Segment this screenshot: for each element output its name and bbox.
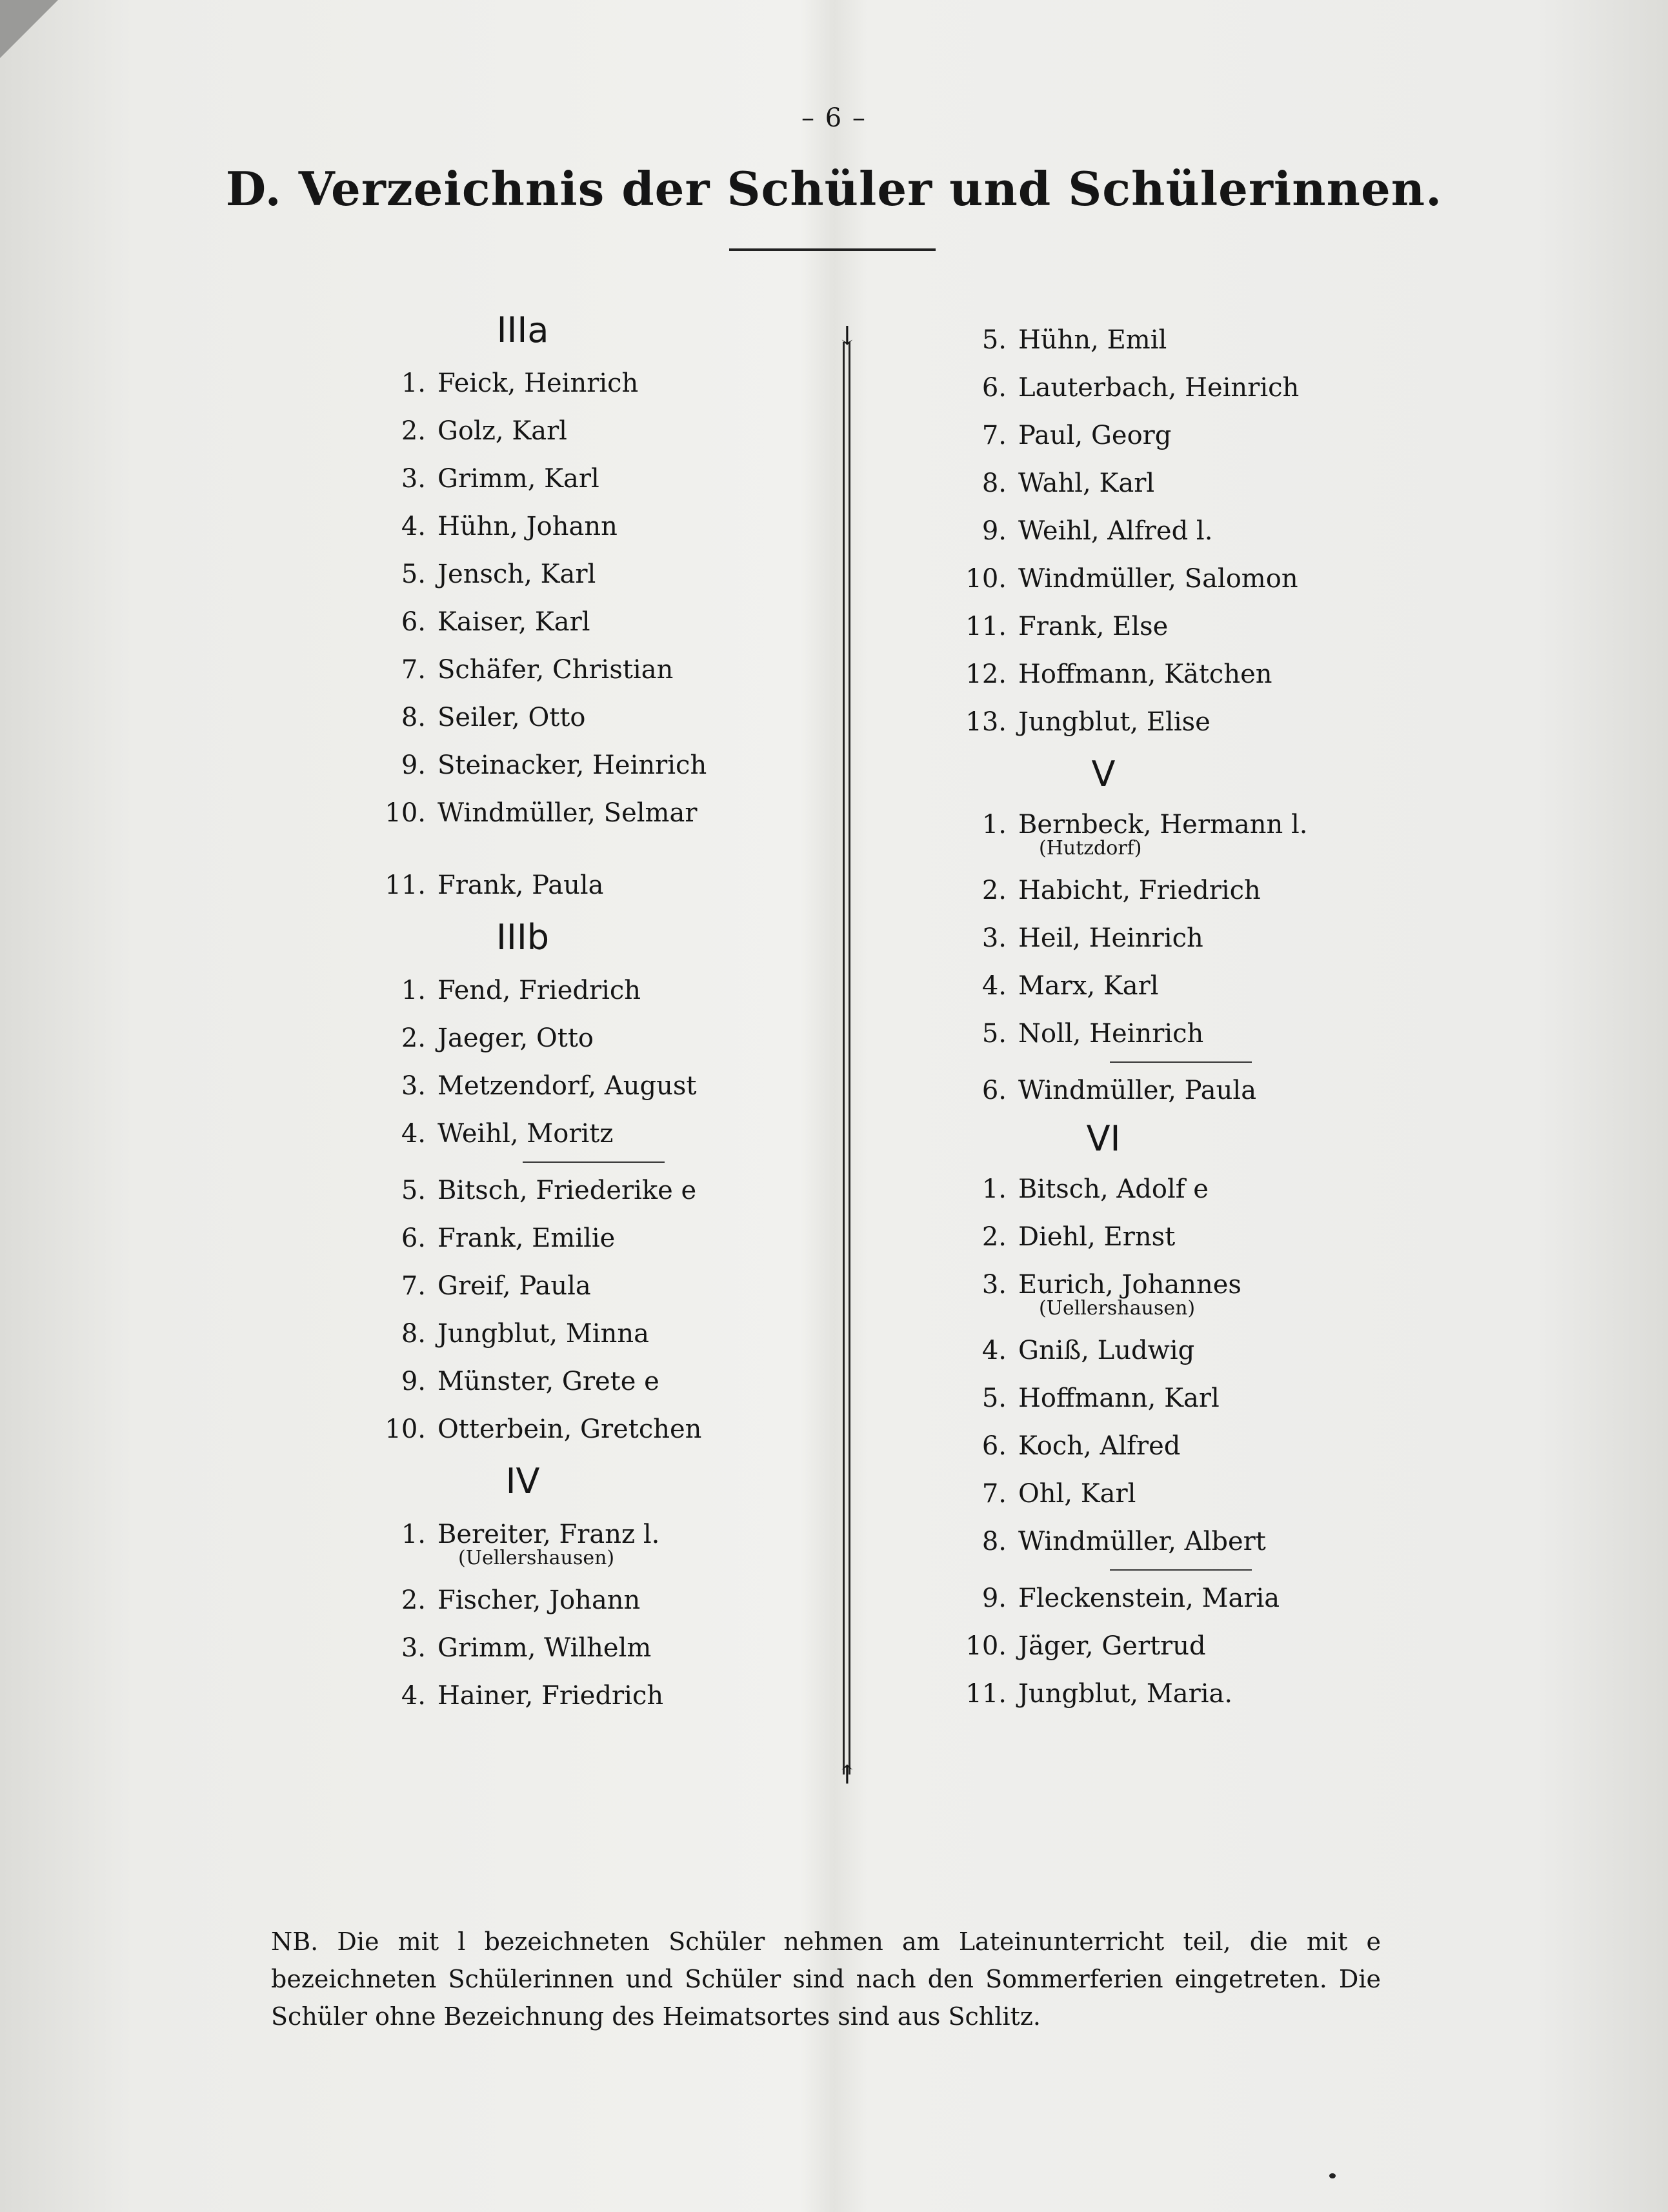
student-list-VI bbox=[942, 1165, 1523, 1718]
list-item: 11. Jungblut, Maria. bbox=[965, 1679, 1233, 1709]
class-heading-IV: IV bbox=[505, 1461, 540, 1502]
list-item: 10. Jäger, Gertrud bbox=[965, 1631, 1206, 1661]
right-column bbox=[942, 316, 1523, 1718]
home-town-note: (Uellershausen) bbox=[1039, 1297, 1196, 1320]
list-item: 5. Jensch, Karl bbox=[401, 559, 596, 589]
home-town-note: (Hutzdorf) bbox=[1039, 837, 1142, 860]
arrow-up-icon: ↑ bbox=[836, 1760, 858, 1790]
list-item: 6. Koch, Alfred bbox=[981, 1431, 1181, 1461]
list-item: 12. Hoffmann, Kätchen bbox=[965, 659, 1272, 689]
ink-speck bbox=[1329, 2173, 1336, 2178]
student-list-IIIa bbox=[361, 359, 942, 909]
list-item: 3. Metzendorf, August bbox=[401, 1071, 697, 1101]
list-item: 8. Wahl, Karl bbox=[981, 468, 1155, 498]
footnote: NB. Die mit l bezeichneten Schüler nehmen am Lateinunterricht teil, die mit e bezeichneten Schülerinnen und Schüler sind nach den Sommerferien eingetreten. Die Schüler ohne Bezeichnung des Heimatsortes sind aus Schlitz. bbox=[271, 1927, 1381, 2031]
list-item: 2. Habicht, Friedrich bbox=[981, 876, 1261, 905]
list-item: 9. Münster, Grete e bbox=[401, 1367, 659, 1396]
list-item: 8. Windmüller, Albert bbox=[981, 1527, 1266, 1556]
list-item: 7. Schäfer, Christian bbox=[401, 655, 674, 685]
list-item: 3. Eurich, Johannes bbox=[981, 1270, 1241, 1300]
list-item: 7. Ohl, Karl bbox=[981, 1479, 1136, 1509]
list-item: 9. Steinacker, Heinrich bbox=[401, 750, 707, 780]
list-item: 1. Bitsch, Adolf e bbox=[981, 1174, 1209, 1204]
list-item: 6. Kaiser, Karl bbox=[401, 607, 590, 637]
class-heading-VI: VI bbox=[1086, 1118, 1121, 1159]
student-list-V bbox=[942, 801, 1523, 1114]
home-town-note: (Uellershausen) bbox=[458, 1547, 615, 1569]
list-item: 1. Fend, Friedrich bbox=[401, 976, 641, 1005]
list-item: 6. Lauterbach, Heinrich bbox=[981, 373, 1300, 403]
list-item: 4. Marx, Karl bbox=[981, 971, 1159, 1001]
list-item: 8. Seiler, Otto bbox=[401, 703, 586, 732]
arrow-down-icon: ↓ bbox=[836, 321, 858, 351]
separator-rule bbox=[1110, 1061, 1252, 1063]
list-item: 5. Hoffmann, Karl bbox=[981, 1383, 1220, 1413]
list-item: 2. Jaeger, Otto bbox=[401, 1023, 594, 1053]
list-item: 5. Noll, Heinrich bbox=[981, 1019, 1204, 1049]
list-item: 11. Frank, Paula bbox=[385, 870, 604, 900]
list-item: 5. Bitsch, Friederike e bbox=[401, 1176, 697, 1205]
list-item: 6. Frank, Emilie bbox=[401, 1223, 616, 1253]
student-list-IV bbox=[361, 1511, 942, 1720]
class-heading-IIIb: IIIb bbox=[496, 917, 550, 958]
list-item: 1. Bernbeck, Hermann l. bbox=[981, 810, 1308, 840]
list-item: 2. Golz, Karl bbox=[401, 416, 567, 446]
class-heading-IIIa: IIIa bbox=[496, 310, 549, 350]
list-item: 3. Grimm, Wilhelm bbox=[401, 1633, 652, 1663]
separator-rule bbox=[523, 1161, 665, 1163]
separator-rule bbox=[1110, 1569, 1252, 1571]
page-title: D. Verzeichnis der Schüler und Schülerinnen. bbox=[225, 161, 1443, 216]
list-item: 7. Paul, Georg bbox=[981, 421, 1172, 450]
class-heading-V: V bbox=[1091, 754, 1116, 794]
list-item: 7. Greif, Paula bbox=[401, 1271, 591, 1301]
left-column bbox=[361, 310, 942, 1720]
list-item: 13. Jungblut, Elise bbox=[965, 707, 1211, 737]
list-item: 3. Grimm, Karl bbox=[401, 464, 599, 494]
list-item: 1. Bereiter, Franz l. bbox=[401, 1520, 660, 1549]
list-item: 2. Fischer, Johann bbox=[401, 1585, 641, 1615]
folded-corner bbox=[0, 0, 58, 58]
list-item: 8. Jungblut, Minna bbox=[401, 1319, 649, 1349]
list-item: 4. Hainer, Friedrich bbox=[401, 1681, 664, 1711]
title-rule bbox=[729, 248, 936, 251]
list-item: 4. Gniß, Ludwig bbox=[981, 1336, 1195, 1365]
list-item: 1. Feick, Heinrich bbox=[401, 368, 639, 398]
list-item: 10. Windmüller, Selmar bbox=[385, 798, 698, 828]
student-list-IIIb bbox=[361, 967, 942, 1453]
list-item: 6. Windmüller, Paula bbox=[981, 1076, 1257, 1105]
list-item: 9. Weihl, Alfred l. bbox=[981, 516, 1213, 546]
list-item: 2. Diehl, Ernst bbox=[981, 1222, 1176, 1252]
list-item: 4. Weihl, Moritz bbox=[401, 1119, 614, 1149]
list-item: 10. Windmüller, Salomon bbox=[965, 564, 1298, 594]
list-item: 10. Otterbein, Gretchen bbox=[385, 1414, 702, 1444]
list-item: 9. Fleckenstein, Maria bbox=[981, 1584, 1280, 1613]
list-item: 5. Hühn, Emil bbox=[981, 325, 1167, 355]
student-list-IV-continued bbox=[942, 316, 1523, 746]
page-number: – 6 – bbox=[801, 103, 867, 133]
list-item: 3. Heil, Heinrich bbox=[981, 923, 1203, 953]
list-item: 11. Frank, Else bbox=[965, 612, 1169, 641]
list-item: 4. Hühn, Johann bbox=[401, 512, 618, 541]
